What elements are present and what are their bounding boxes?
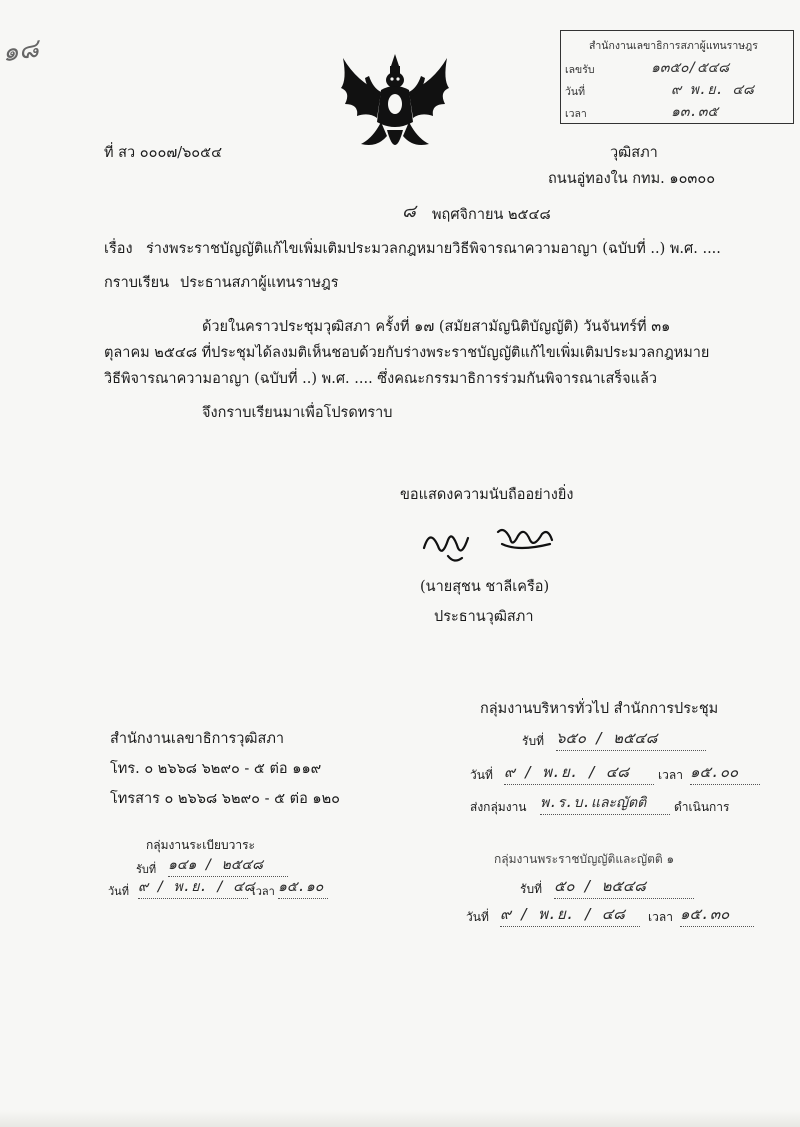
stamp-admin-dept-label: ส่งกลุ่มงาน <box>470 800 527 814</box>
stamp-top-title: สำนักงานเลขาธิการสภาผู้แทนราษฎร <box>589 40 758 52</box>
stamp-top-time-value: ๑๓.๓๕ <box>671 104 719 120</box>
stamp-admin-time-label: เวลา <box>658 768 683 782</box>
received-stamp-admin <box>470 694 770 814</box>
document-date: พฤศจิกายน ๒๕๔๘ <box>432 207 551 223</box>
garuda-emblem-icon <box>337 52 453 162</box>
stamp-admin-title: กลุ่มงานบริหารทั่วไป สำนักการประชุม <box>480 701 719 717</box>
date-day-handwritten: ๘ <box>402 201 416 222</box>
body-para1-line2: ตุลาคม ๒๕๔๘ ที่ประชุมได้ลงมติเห็นชอบด้วยกับร่างพระราชบัญญัติแก้ไขเพิ่มเติมประมวลกฎหมาย <box>104 345 710 361</box>
body-para2: จึงกราบเรียนมาเพื่อโปรดทราบ <box>202 405 393 421</box>
stamp-admin-recv-label: รับที่ <box>522 734 544 748</box>
margin-mark: ๑๘ <box>0 33 41 69</box>
footer-tel: โทร. ๐ ๒๖๖๘ ๖๒๙๐ - ๕ ต่อ ๑๑๙ <box>110 761 322 777</box>
stamp-bills-recv-label: รับที่ <box>520 882 542 896</box>
stamp-admin-time-value: ๑๕.๐๐ <box>690 760 760 785</box>
sender-address: ถนนอู่ทองใน กทม. ๑๐๓๐๐ <box>548 171 716 187</box>
footer-office: สำนักงานเลขาธิการวุฒิสภา <box>110 731 285 747</box>
subject-label: เรื่อง <box>104 241 133 257</box>
received-stamp-agenda <box>108 830 338 898</box>
stamp-bills-date-label: วันที่ <box>466 910 489 924</box>
recipient-label: กราบเรียน <box>104 275 170 291</box>
stamp-top-recv-value: ๑๓๕๐/๕๔๘ <box>651 60 730 76</box>
stamp-agenda-recv-value: ๑๔๑ / ๒๕๔๘ <box>168 854 288 877</box>
stamp-bills-time-value: ๑๕.๓๐ <box>680 902 754 927</box>
scan-bottom-edge <box>0 1110 800 1127</box>
stamp-agenda-title: กลุ่มงานระเบียบวาระ <box>146 838 255 852</box>
stamp-bills-title: กลุ่มงานพระราชบัญญัติและญัตติ ๑ <box>494 852 675 866</box>
stamp-bills-time-label: เวลา <box>648 910 673 924</box>
stamp-top-date-label: วันที่ <box>565 86 585 98</box>
received-stamp-top <box>560 30 794 124</box>
stamp-bills-date-value: ๙ / พ.ย. / ๔๘ <box>500 902 640 927</box>
signatory-position: ประธานวุฒิสภา <box>434 609 534 625</box>
stamp-agenda-date-value: ๙ / พ.ย. / ๔๘ <box>138 876 248 899</box>
stamp-top-time-label: เวลา <box>565 108 587 120</box>
signatory-name: (นายสุชน ชาลีเครือ) <box>420 579 550 595</box>
received-stamp-bills <box>466 842 766 924</box>
stamp-agenda-time-label: เวลา <box>252 885 275 898</box>
recipient-text: ประธานสภาผู้แทนราษฎร <box>180 275 339 291</box>
stamp-agenda-date-label: วันที่ <box>108 885 129 898</box>
body-para1-line1: ด้วยในคราวประชุมวุฒิสภา ครั้งที่ ๑๗ (สมัยสามัญนิติบัญญัติ) วันจันทร์ที่ ๓๑ <box>202 319 671 335</box>
footer-fax: โทรสาร ๐ ๒๖๖๘ ๖๒๙๐ - ๕ ต่อ ๑๒๐ <box>110 791 341 807</box>
stamp-admin-action-label: ดำเนินการ <box>674 800 730 814</box>
signature <box>418 518 568 568</box>
stamp-admin-recv-value: ๖๕๐ / ๒๕๔๘ <box>556 726 706 751</box>
closing-salutation: ขอแสดงความนับถืออย่างยิ่ง <box>400 487 574 503</box>
stamp-admin-date-value: ๙ / พ.ย. / ๔๘ <box>504 760 654 785</box>
stamp-top-recv-label: เลขรับ <box>565 64 595 76</box>
sender-org: วุฒิสภา <box>610 145 658 161</box>
body-para1-line3: วิธีพิจารณาความอาญา (ฉบับที่ ..) พ.ศ. .... ซึ่งคณะกรรมาธิการร่วมกันพิจารณาเสร็จแล้ว <box>104 371 657 387</box>
stamp-agenda-recv-label: รับที่ <box>136 863 157 876</box>
stamp-agenda-time-value: ๑๕.๑๐ <box>278 876 328 899</box>
subject-text: ร่างพระราชบัญญัติแก้ไขเพิ่มเติมประมวลกฎหมายวิธีพิจารณาความอาญา (ฉบับที่ ..) พ.ศ. .... <box>146 241 721 257</box>
stamp-admin-dept-value: พ.ร.บ.และญัตติ <box>540 792 670 815</box>
stamp-top-date-value: ๙ พ.ย. ๔๘ <box>671 82 754 98</box>
stamp-admin-date-label: วันที่ <box>470 768 493 782</box>
reference-number: ที่ สว ๐๐๐๗/๖๐๕๔ <box>104 145 223 161</box>
stamp-bills-recv-value: ๕๐ / ๒๕๔๘ <box>554 874 694 899</box>
